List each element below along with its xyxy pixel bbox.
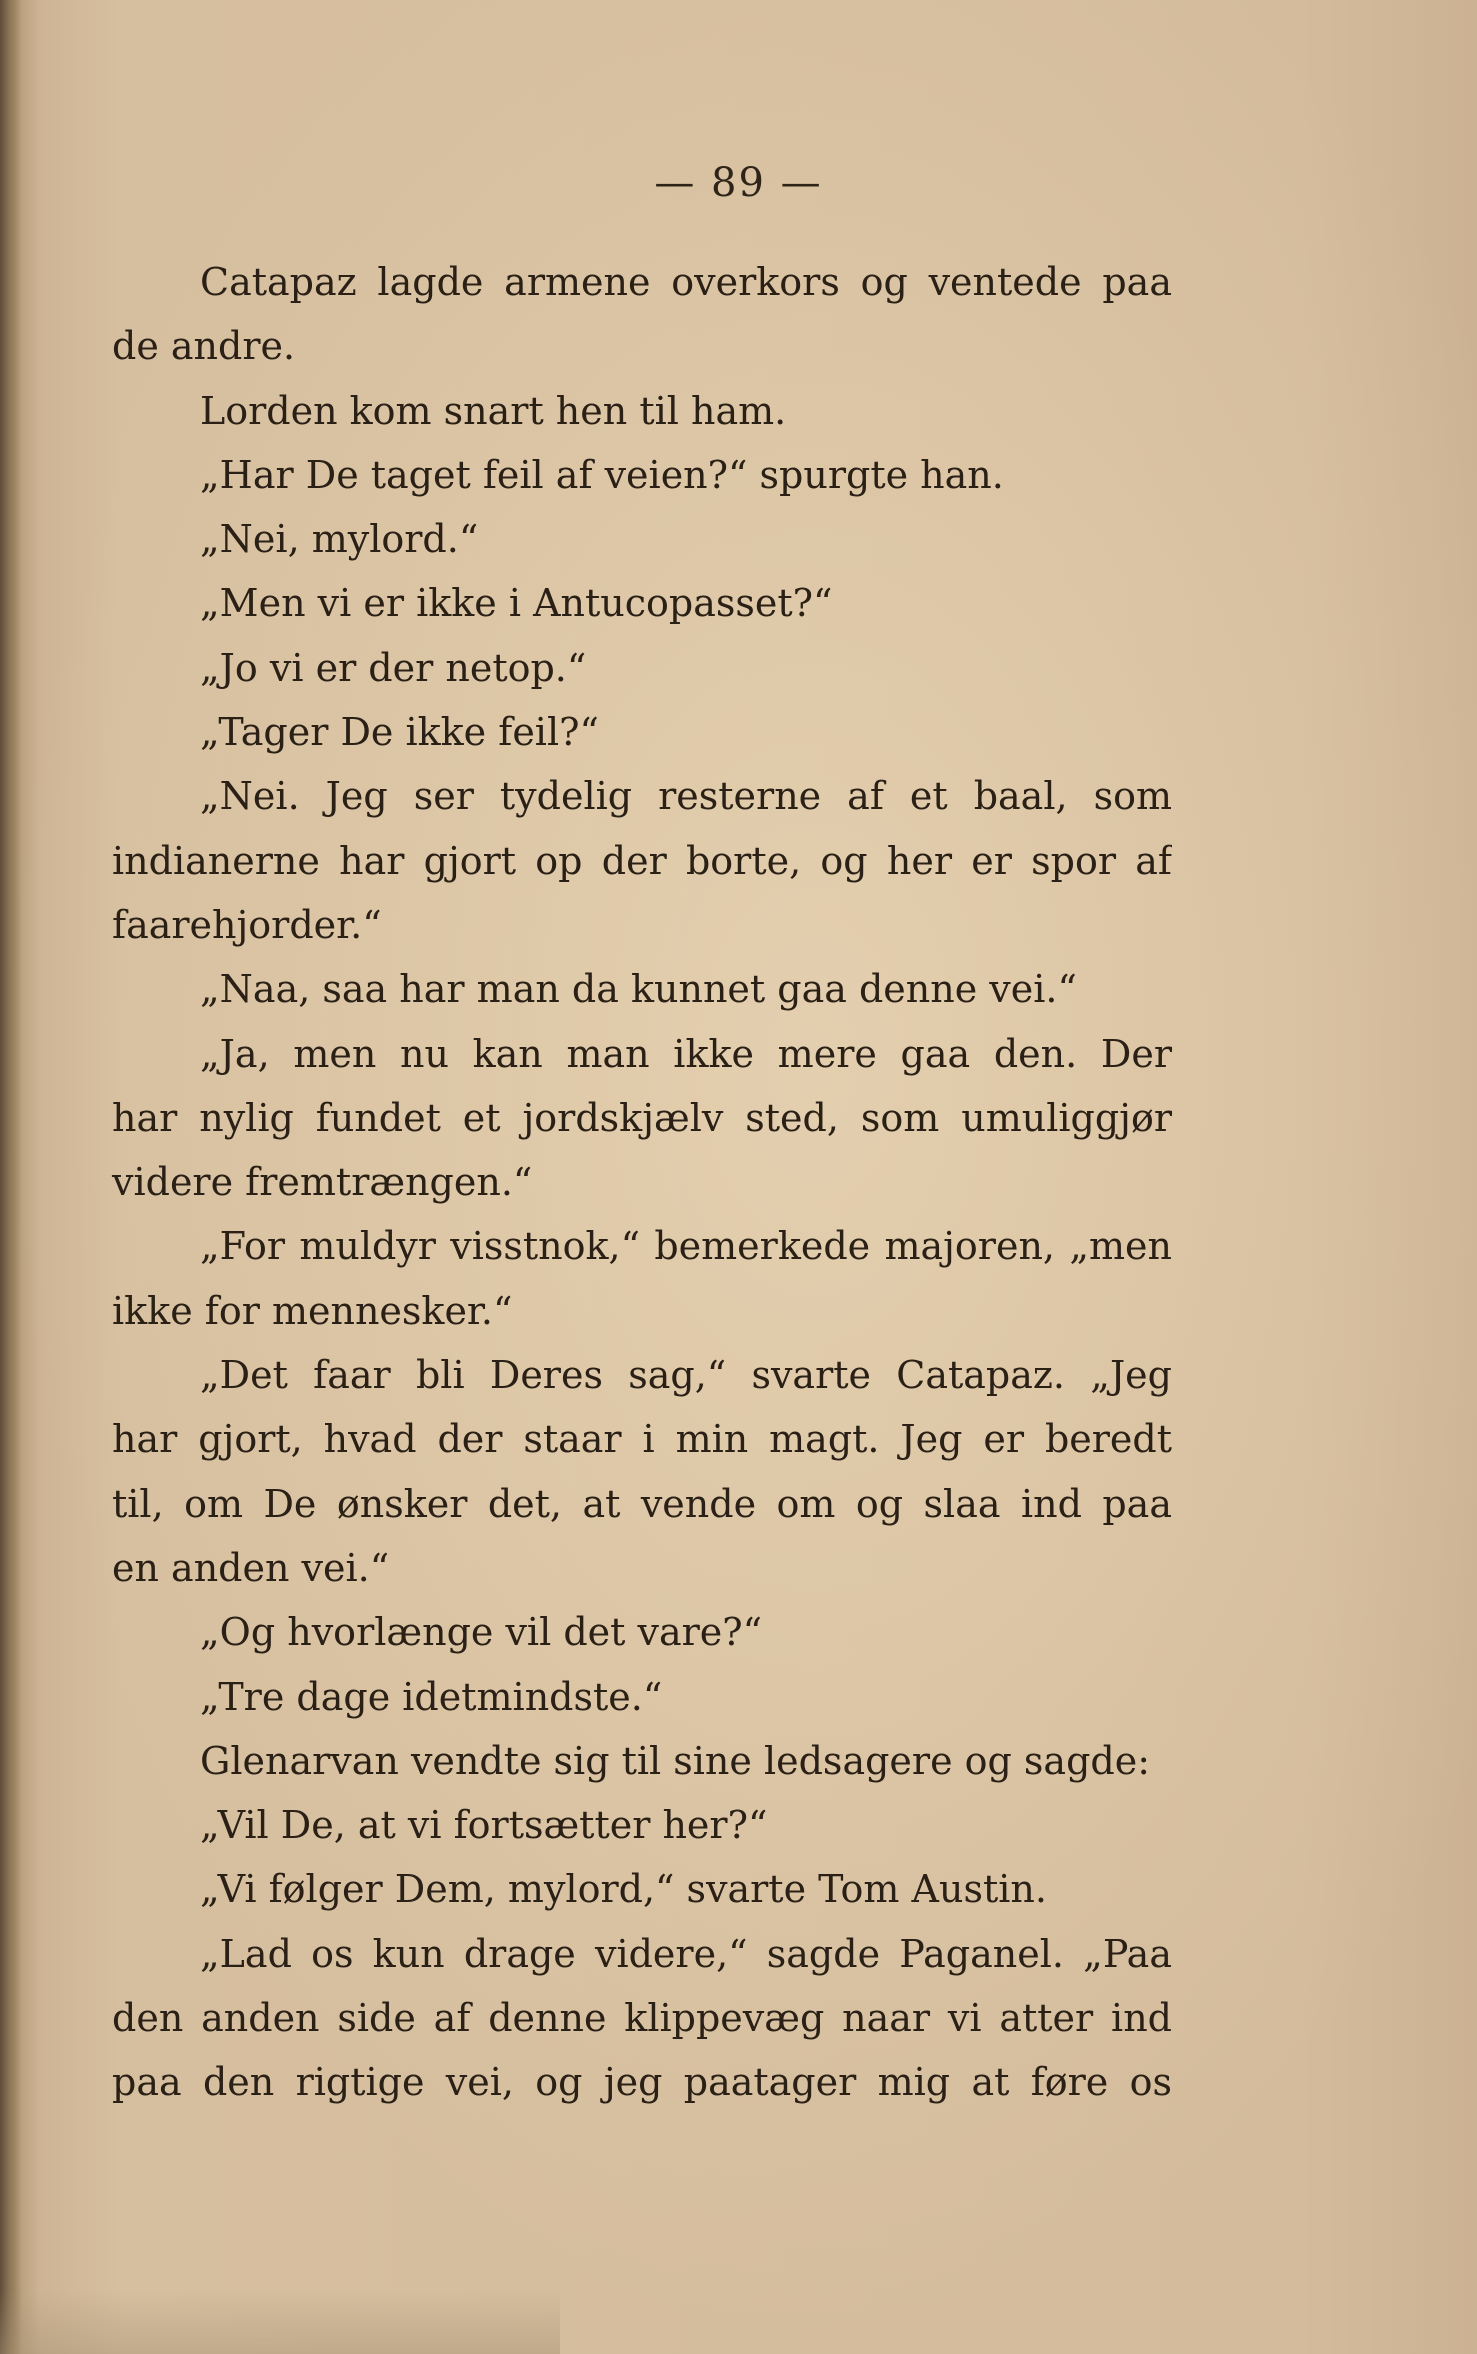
text-line: til, om De ønsker det, at vende om og slaa ind paa xyxy=(112,1481,1172,1526)
text-line: „Det faar bli Deres sag,“ svarte Catapaz. „Jeg xyxy=(200,1353,1172,1398)
text-line: Lorden kom snart hen til ham. xyxy=(200,388,787,433)
page-bottom-edge xyxy=(0,2290,560,2354)
text-line: „Vi følger Dem, mylord,“ svarte Tom Austin. xyxy=(200,1867,1047,1912)
text-line: de andre. xyxy=(112,324,296,369)
text-line: „Naa, saa har man da kunnet gaa denne vei.“ xyxy=(200,967,1077,1012)
text-line: „Tager De ikke feil?“ xyxy=(200,710,599,755)
text-line: „Men vi er ikke i Antucopasset?“ xyxy=(200,581,833,626)
text-line: „Lad os kun drage videre,“ sagde Paganel. „Paa xyxy=(200,1931,1172,1976)
text-line: Glenarvan vendte sig til sine ledsagere og sagde: xyxy=(200,1738,1151,1783)
text-line: har gjort, hvad der staar i min magt. Jeg er beredt xyxy=(112,1417,1172,1462)
text-line: „For muldyr visstnok,“ bemerkede majoren, „men xyxy=(200,1224,1172,1269)
binding-gutter xyxy=(0,0,22,2354)
body-text xyxy=(112,250,1172,2115)
text-line: faarehjorder.“ xyxy=(112,902,382,947)
text-line: „Vil De, at vi fortsætter her?“ xyxy=(200,1803,768,1848)
text-line: Catapaz lagde armene overkors og ventede paa xyxy=(200,260,1172,304)
text-line: „Ja, men nu kan man ikke mere gaa den. Der xyxy=(200,1031,1172,1076)
text-line: „Tre dage idetmindste.“ xyxy=(200,1674,663,1719)
text-line: „Har De taget feil af veien?“ spurgte han. xyxy=(200,452,1004,497)
text-line: „Nei, mylord.“ xyxy=(200,517,479,562)
text-line: „Nei. Jeg ser tydelig resterne af et baal, som xyxy=(200,774,1172,819)
text-line: videre fremtrængen.“ xyxy=(112,1160,533,1205)
text-line: har nylig fundet et jordskjælv sted, som umuliggjør xyxy=(112,1095,1172,1140)
text-line: paa den rigtige vei, og jeg paatager mig at føre os xyxy=(112,2060,1172,2105)
text-line: indianerne har gjort op der borte, og her er spor af xyxy=(112,838,1172,883)
text-line: ikke for mennesker.“ xyxy=(112,1288,513,1333)
text-line: den anden side af denne klippevæg naar vi atter ind xyxy=(112,1996,1172,2041)
text-line: en anden vei.“ xyxy=(112,1545,390,1590)
text-line: „Jo vi er der netop.“ xyxy=(200,645,587,690)
text-line: „Og hvorlænge vil det vare?“ xyxy=(200,1610,763,1655)
page-number: — 89 — xyxy=(654,160,823,206)
